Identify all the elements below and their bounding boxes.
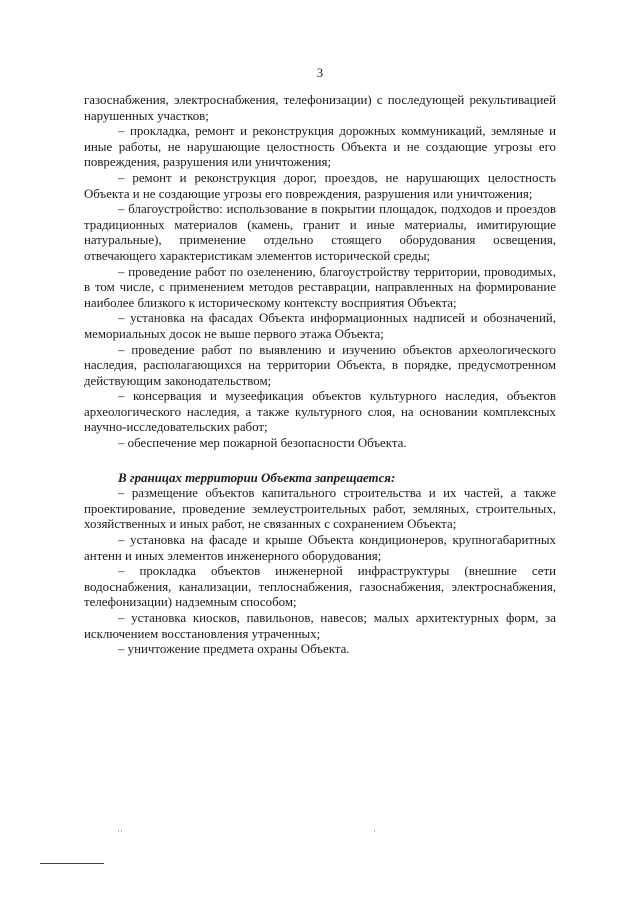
list-item-road-repair: – ремонт и реконструкция дорог, проездов, не нарушающих целостность Объекта и не создающие угрозы его повреждения, разрушения или уничтожения; <box>84 170 556 201</box>
list-item-greening: – проведение работ по озеленению, благоустройству территории, проводимых, в том числе, с применением методов реставрации, направленных на формирование наиболее близкого к историческому контексту восприятия Объекта; <box>84 264 556 310</box>
list-item-capital-construction: – размещение объектов капитального строительства и их частей, а также проектирование, проведение землеустроительных работ, земляных, строительных, хозяйственных и иных работ, не связанных с сохранением Объекта; <box>84 486 556 532</box>
scan-mark-center: · <box>373 826 376 836</box>
document-body <box>84 93 556 658</box>
list-item-road-communications: – прокладка, ремонт и реконструкция дорожных коммуникаций, земляные и иные работы, не нарушающие целостность Объекта и не создающие угрозы его повреждения, разрушения или уничтожения; <box>84 124 556 170</box>
footer-rule <box>40 863 104 864</box>
paragraph-continuation: газоснабжения, электроснабжения, телефонизации) с последующей рекультивацией нарушенных участков; <box>84 93 556 123</box>
page-number: 3 <box>316 66 324 80</box>
list-item-kiosks: – установка киосков, павильонов, навесов; малых архитектурных форм, за исключением восстановления утраченных; <box>84 611 556 641</box>
list-item-conservation: – консервация и музеефикация объектов культурного наследия, объектов археологического наследия, а также культурного слоя, на основании комплексных научно-исследовательских работ; <box>84 389 556 435</box>
list-item-signage: – установка на фасадах Объекта информационных надписей и обозначений, мемориальных досок не выше первого этажа Объекта; <box>84 311 556 341</box>
prohibited-section-heading: В границах территории Объекта запрещается: <box>118 470 396 485</box>
scan-mark-left: ·· <box>117 826 123 836</box>
list-item-archaeology: – проведение работ по выявлению и изучению объектов археологического наследия, располагающихся на территории Объекта, в порядке, предусмотренном действующим законодательством; <box>84 342 556 388</box>
list-item-protection-subject: – уничтожение предмета охраны Объекта. <box>118 642 350 657</box>
list-item-fire-safety: – обеспечение мер пожарной безопасности Объекта. <box>118 436 407 451</box>
list-item-facade-equipment: – установка на фасаде и крыше Объекта кондиционеров, крупногабаритных антенн и иных элементов инженерного оборудования; <box>84 533 556 563</box>
list-item-overground-utilities: – прокладка объектов инженерной инфраструктуры (внешние сети водоснабжения, канализации, теплоснабжения, газоснабжения, электроснабжения, телефонизации) надземным способом; <box>84 564 556 610</box>
list-item-landscaping: – благоустройство: использование в покрытии площадок, подходов и проездов традиционных материалов (камень, гранит и иные материалы, имитирующие натуральные), применение отдельно стоящего оборудования освещения, отвечающего характеристикам элементов исторической среды; <box>84 202 556 263</box>
